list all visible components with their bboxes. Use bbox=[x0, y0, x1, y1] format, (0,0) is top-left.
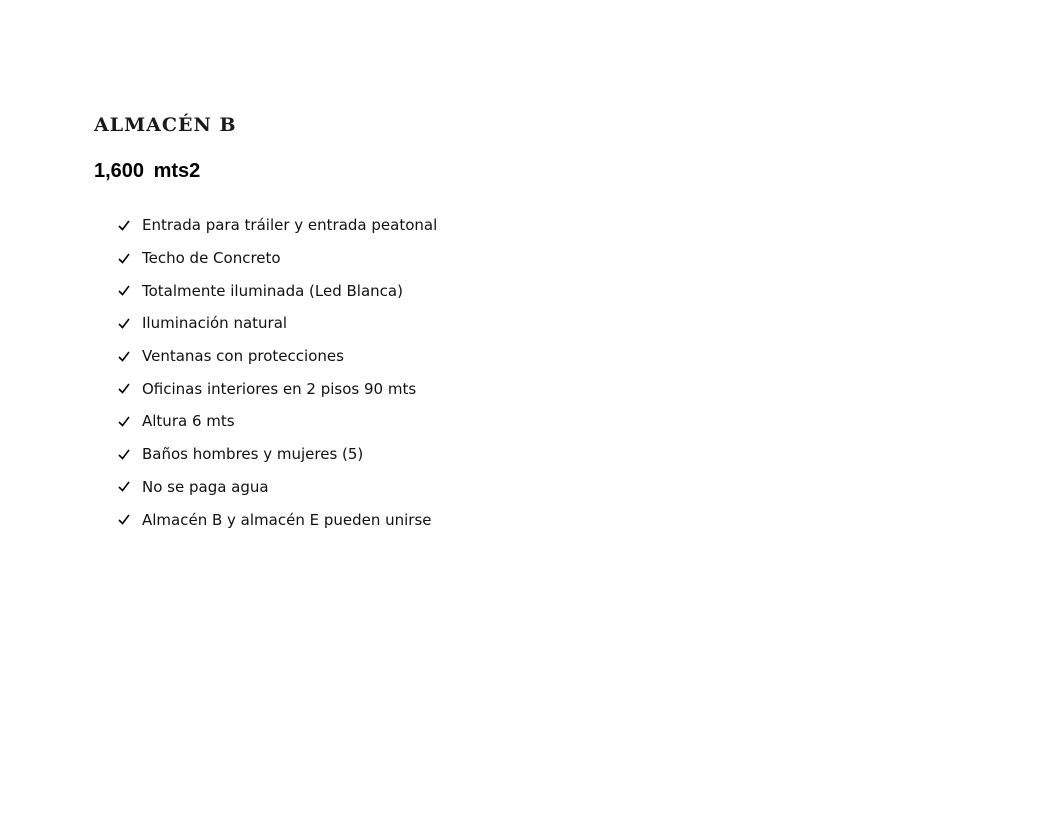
list-item bbox=[118, 307, 437, 340]
feature-text: Altura 6 mts bbox=[142, 412, 235, 431]
feature-text: Ventanas con protecciones bbox=[142, 347, 344, 366]
list-item bbox=[118, 209, 437, 242]
feature-text: No se paga agua bbox=[142, 477, 269, 496]
list-item bbox=[118, 503, 437, 536]
area-size: 1,600 mts2 bbox=[94, 160, 201, 182]
checkmark-icon bbox=[118, 220, 142, 231]
checkmark-icon bbox=[118, 351, 142, 362]
list-item bbox=[118, 274, 437, 307]
feature-text: Iluminación natural bbox=[142, 314, 288, 333]
checkmark-icon bbox=[118, 481, 142, 492]
checkmark-icon bbox=[118, 253, 142, 264]
feature-text: Totalmente iluminada (Led Blanca) bbox=[142, 281, 403, 300]
checkmark-icon bbox=[118, 383, 142, 394]
feature-text: Techo de Concreto bbox=[142, 249, 281, 268]
list-item bbox=[118, 242, 437, 275]
list-item bbox=[118, 471, 437, 504]
feature-list bbox=[118, 209, 437, 536]
list-item bbox=[118, 438, 437, 471]
checkmark-icon bbox=[118, 416, 142, 427]
feature-text: Entrada para tráiler y entrada peatonal bbox=[142, 216, 438, 235]
list-item bbox=[118, 405, 437, 438]
checkmark-icon bbox=[118, 285, 142, 296]
checkmark-icon bbox=[118, 449, 142, 460]
feature-text: Oficinas interiores en 2 pisos 90 mts bbox=[142, 379, 417, 398]
feature-text: Almacén B y almacén E pueden unirse bbox=[142, 510, 432, 529]
checkmark-icon bbox=[118, 514, 142, 525]
list-item bbox=[118, 372, 437, 405]
list-item bbox=[118, 340, 437, 373]
page-title: ALMACÉN B bbox=[94, 114, 237, 136]
feature-text: Baños hombres y mujeres (5) bbox=[142, 445, 364, 464]
checkmark-icon bbox=[118, 318, 142, 329]
